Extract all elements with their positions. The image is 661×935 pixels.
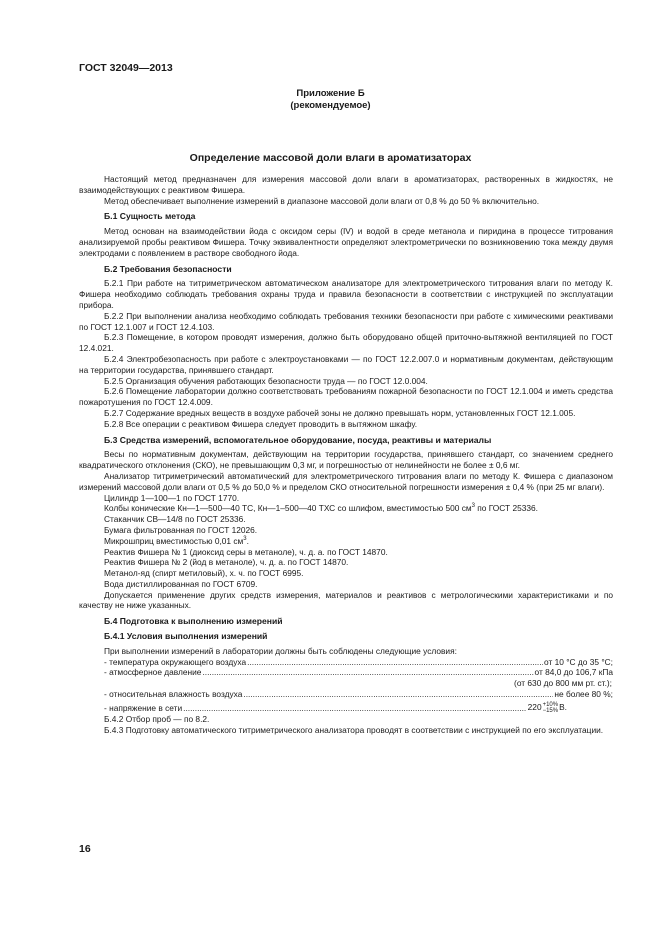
equipment-item: Цилиндр 1—100—1 по ГОСТ 1770. xyxy=(104,492,240,503)
equipment-item xyxy=(79,503,613,514)
clause-b2-5: Б.2.5 Организация обучения работающих безопасности труда — по ГОСТ 12.0.004. xyxy=(104,375,428,386)
superscript: 3 xyxy=(243,535,247,542)
section-heading-b2: Б.2 Требования безопасности xyxy=(104,263,232,274)
equipment-item: Стаканчик СВ—14/8 по ГОСТ 25336. xyxy=(104,514,246,525)
voltage-nominal: 220 xyxy=(527,702,542,713)
leader-dots xyxy=(243,689,553,700)
syringe-text-end: . xyxy=(246,535,249,546)
flasks-text-end: по ГОСТ 25336. xyxy=(474,503,538,514)
voltage-tolerance xyxy=(543,702,559,714)
condition-label: - относительная влажность воздуха xyxy=(104,689,243,700)
syringe-text: Микрошприц вместимостью 0,01 см xyxy=(104,535,244,546)
subsection-heading-b4-1: Б.4.1 Условия выполнения измерений xyxy=(104,631,268,642)
condition-temperature xyxy=(79,657,613,668)
leader-dots xyxy=(183,703,527,714)
condition-value xyxy=(528,702,567,714)
leader-dots xyxy=(247,657,543,668)
clause-b2-1: Б.2.1 При работе на титриметрическом автоматическом анализаторе для электрометрического титрования влаги по методу К. Фишера необходимо соблюдать требования охраны труда и правила безопасности в соответствии с инструкцией по эксплуатации прибора. xyxy=(79,278,613,310)
substitution-paragraph: Допускается применение других средств измерения, материалов и реактивов с метрологическими характеристиками и по качеству не ниже указанных. xyxy=(79,589,613,611)
clause-b2-8: Б.2.8 Все операции с реактивом Фишера следует проводить в вытяжном шкафу. xyxy=(104,418,418,429)
flasks-text: Колбы конические Кн—1—500—40 ТС, Кн—1–500—40 ТХС со шлифом, вместимостью 500 см xyxy=(104,503,472,514)
page-number: 16 xyxy=(79,843,91,855)
clause-b4-3: Б.4.3 Подготовку автоматического титриметрического анализатора проводят в соответствии с инструкцией по его эксплуатации. xyxy=(104,724,604,735)
section-heading-b1: Б.1 Сущность метода xyxy=(104,211,196,222)
clause-b2-2: Б.2.2 При выполнении анализа необходимо соблюдать требования техники безопасности при работе с химическими реактивами по ГОСТ 12.1.007 и ГОСТ 12.4.103. xyxy=(79,310,613,332)
condition-value: от 10 °С до 35 °С; xyxy=(544,656,613,667)
tolerance-plus: +10% xyxy=(542,701,559,708)
equipment-item xyxy=(79,536,613,547)
clause-b2-7: Б.2.7 Содержание вредных веществ в воздухе рабочей зоны не должно превышать норм, установленных ГОСТ 12.1.005. xyxy=(104,407,576,418)
voltage-unit: В. xyxy=(559,702,567,713)
leader-dots xyxy=(202,667,533,678)
standard-number: ГОСТ 32049—2013 xyxy=(79,62,173,74)
clause-b2-6: Б.2.6 Помещение лаборатории должно соответствовать требованиям пожарной безопасности по ГОСТ 12.1.004 и иметь средства пожаротушения по ГОСТ 12.4.009. xyxy=(79,386,613,408)
condition-value: от 84,0 до 106,7 кПа xyxy=(534,667,613,678)
section-heading-b3: Б.3 Средства измерений, вспомогательное оборудование, посуда, реактивы и материалы xyxy=(104,434,492,445)
condition-label: - напряжение в сети xyxy=(104,703,183,714)
appendix-title: Приложение Б xyxy=(296,88,365,99)
equipment-item: Вода дистиллированная по ГОСТ 6709. xyxy=(104,578,258,589)
appendix-type: (рекомендуемое) xyxy=(290,100,371,111)
condition-label: - температура окружающего воздуха xyxy=(104,656,247,667)
analyzer-paragraph: Анализатор титриметрический автоматический для электрометрического титрования влаги по методу К. Фишера с диапазоном измерений массовой доли влаги от 0,5 % до 50,0 % и пределом СКО относительной погрешности измерения ± 0,4 % (при 25 мг влаги). xyxy=(79,470,613,492)
section-b1-text: Метод основан на взаимодействии йода с оксидом серы (IV) и водой в среде метанола и пиридина в процессе титрования анализируемой пробы реактивом Фишера. Точку эквивалентности определяют электрометрически по возникновению тока между двумя электродами с появлением в растворе свободного йода. xyxy=(79,226,613,258)
clause-b2-3: Б.2.3 Помещение, в котором проводят измерения, должно быть оборудовано общей приточно-вытяжной вентиляцией по ГОСТ 12.4.021. xyxy=(79,332,613,354)
equipment-item: Реактив Фишера № 1 (диоксид серы в метаноле), ч. д. а. по ГОСТ 14870. xyxy=(104,546,388,557)
equipment-item: Бумага фильтрованная по ГОСТ 12026. xyxy=(104,524,258,535)
document-title: Определение массовой доли влаги в ароматизаторах xyxy=(189,152,472,164)
condition-value: не более 80 %; xyxy=(554,689,613,700)
equipment-item: Реактив Фишера № 2 (йод в метаноле), ч. д. а. по ГОСТ 14870. xyxy=(104,557,349,568)
conditions-lead: При выполнении измерений в лаборатории должны быть соблюдены следующие условия: xyxy=(104,645,457,656)
equipment-item: Метанол-яд (спирт метиловый), х. ч. по ГОСТ 6995. xyxy=(104,568,304,579)
intro-paragraph: Метод обеспечивает выполнение измерений в диапазоне массовой доли влаги от 0,8 % до 50 % включительно. xyxy=(104,195,540,206)
tolerance-minus: −15% xyxy=(542,707,559,714)
condition-pressure xyxy=(79,667,613,678)
clause-b2-4: Б.2.4 Электробезопасность при работе с электроустановками — по ГОСТ 12.2.007.0 и нормативным документам, действующим на территории государства, принявшего стандарт. xyxy=(79,353,613,375)
superscript: 3 xyxy=(471,503,475,510)
document-body xyxy=(79,174,613,735)
condition-voltage xyxy=(79,702,613,714)
section-heading-b4: Б.4 Подготовка к выполнению измерений xyxy=(104,616,283,627)
intro-paragraph: Настоящий метод предназначен для измерения массовой доли влаги в ароматизаторах, растворенных в жидкостях, не взаимодействующих с реактивом Фишера. xyxy=(79,174,613,195)
scales-paragraph: Весы по нормативным документам, действующим на территории государства, принявшего стандарт, со значением среднего квадратического отклонения (СКО), не превышающим 0,3 мг, и погрешностью от нелинейности не более ± 0,6 мг. xyxy=(79,449,613,471)
condition-label: - атмосферное давление xyxy=(104,667,202,678)
condition-humidity xyxy=(79,689,613,700)
clause-b4-2: Б.4.2 Отбор проб — по 8.2. xyxy=(104,713,210,724)
pressure-mm: (от 630 до 800 мм рт. ст.); xyxy=(514,678,612,689)
